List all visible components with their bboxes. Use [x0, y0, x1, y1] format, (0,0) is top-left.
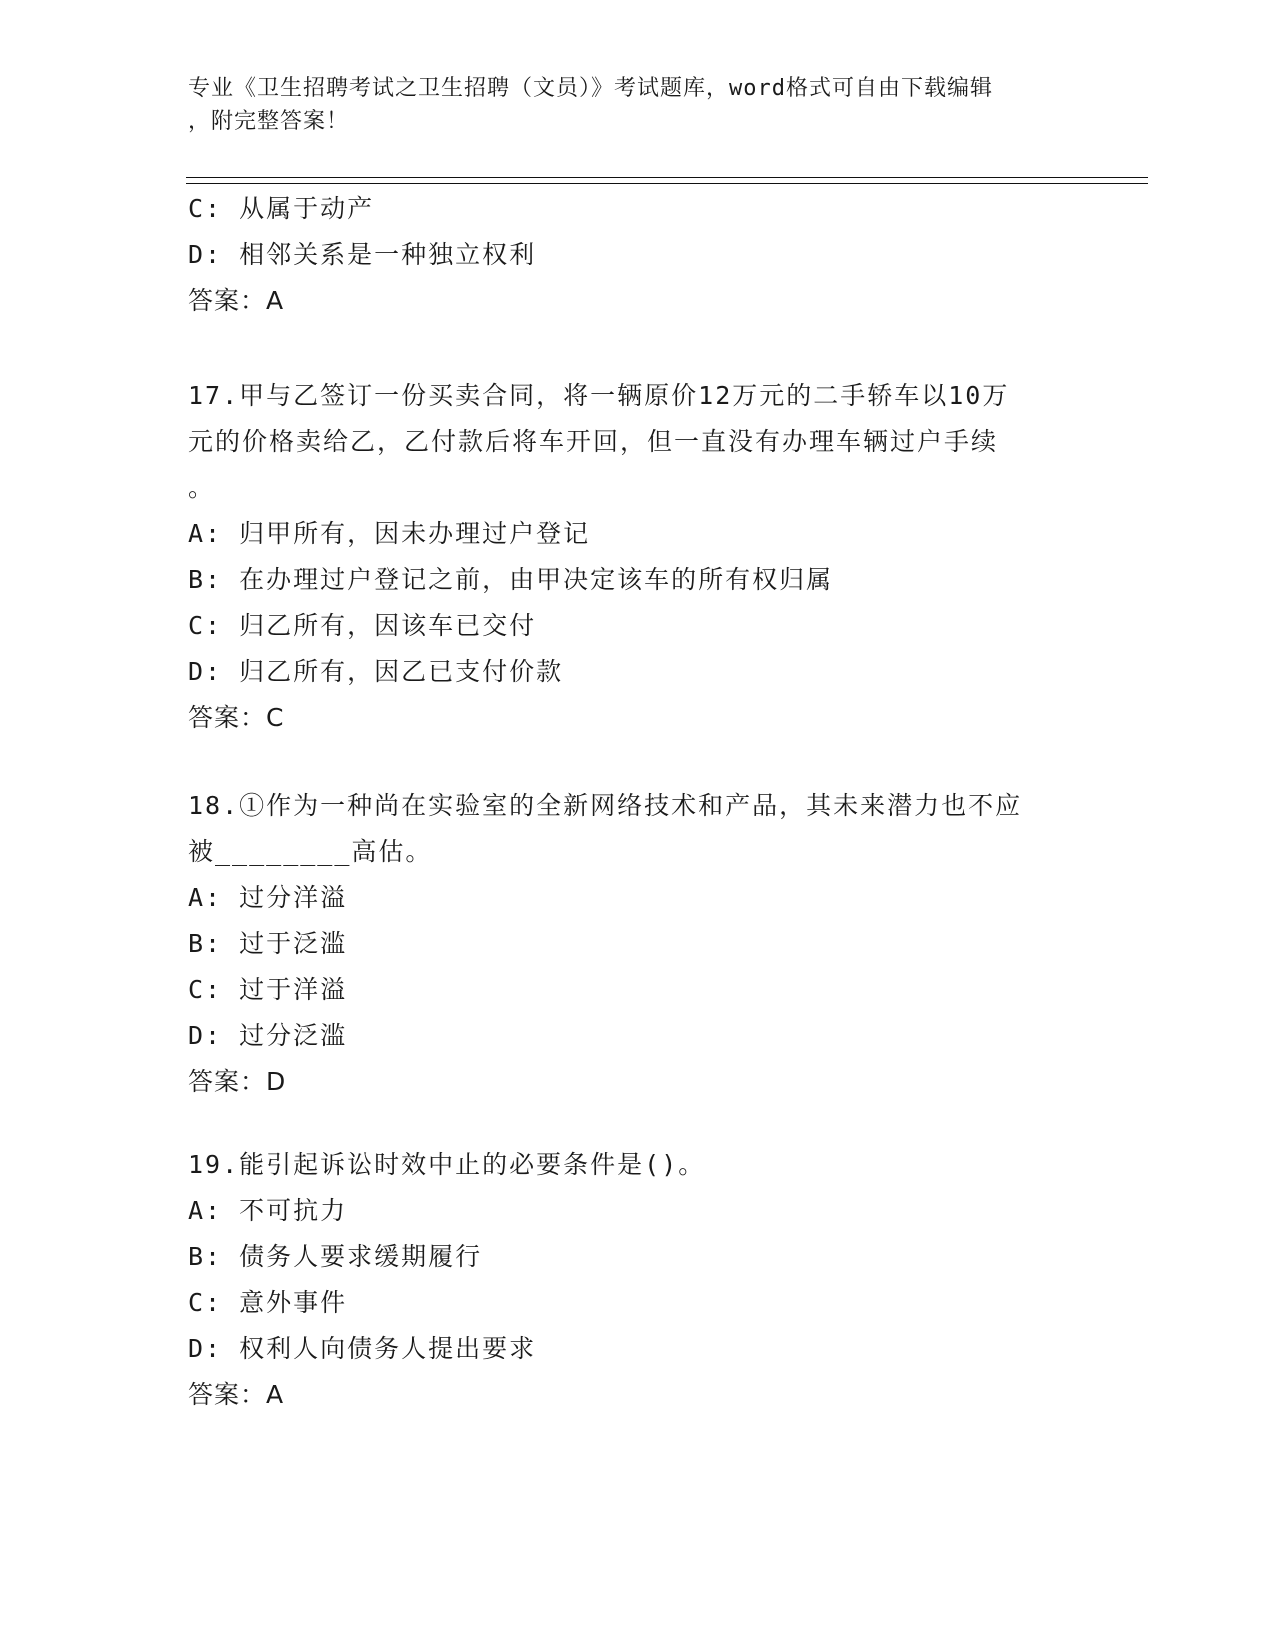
q17-option-a: A: 归甲所有，因未办理过户登记: [188, 519, 591, 548]
q17-stem-line-1: 17.甲与乙签订一份买卖合同，将一辆原价12万元的二手轿车以10万: [188, 381, 1010, 410]
q18-option-b: B: 过于泛滥: [188, 929, 348, 958]
header-divider-bottom: [186, 183, 1148, 184]
q17-option-d: D: 归乙所有，因乙已支付价款: [188, 657, 564, 686]
header-divider-top: [186, 177, 1148, 178]
question-16-tail: [188, 186, 1088, 324]
q19-option-c: C: 意外事件: [188, 1288, 348, 1317]
q18-stem-line-1: 18.①作为一种尚在实验室的全新网络技术和产品，其未来潜力也不应: [188, 791, 1023, 820]
q17-stem-line-3: 。: [188, 473, 216, 502]
q17-option-b: B: 在办理过户登记之前，由甲决定该车的所有权归属: [188, 565, 834, 594]
question-18: [188, 783, 1088, 1105]
question-17: [188, 373, 1088, 741]
header-line-2: ，附完整答案！: [188, 109, 350, 134]
q16-answer: 答案：A: [188, 286, 285, 315]
q17-answer: 答案：C: [188, 703, 285, 732]
q18-stem-line-2: 被________高估。: [188, 837, 433, 866]
q17-stem-line-2: 元的价格卖给乙，乙付款后将车开回，但一直没有办理车辆过户手续: [188, 427, 999, 456]
q17-option-c: C: 归乙所有，因该车已交付: [188, 611, 537, 640]
q18-option-d: D: 过分泛滥: [188, 1021, 348, 1050]
document-header: [188, 72, 1068, 138]
q19-option-d: D: 权利人向债务人提出要求: [188, 1334, 537, 1363]
q16-option-c: C: 从属于动产: [188, 194, 375, 223]
q18-option-c: C: 过于洋溢: [188, 975, 348, 1004]
header-line-1: 专业《卫生招聘考试之卫生招聘（文员）》考试题库，word格式可自由下载编辑: [188, 76, 993, 101]
q16-option-d: D: 相邻关系是一种独立权利: [188, 240, 537, 269]
q18-option-a: A: 过分洋溢: [188, 883, 348, 912]
q19-answer: 答案：A: [188, 1380, 285, 1409]
q19-stem-line-1: 19.能引起诉讼时效中止的必要条件是()。: [188, 1150, 706, 1179]
q19-option-b: B: 债务人要求缓期履行: [188, 1242, 483, 1271]
q19-option-a: A: 不可抗力: [188, 1196, 348, 1225]
question-19: [188, 1142, 1088, 1418]
q18-answer: 答案：D: [188, 1067, 287, 1096]
